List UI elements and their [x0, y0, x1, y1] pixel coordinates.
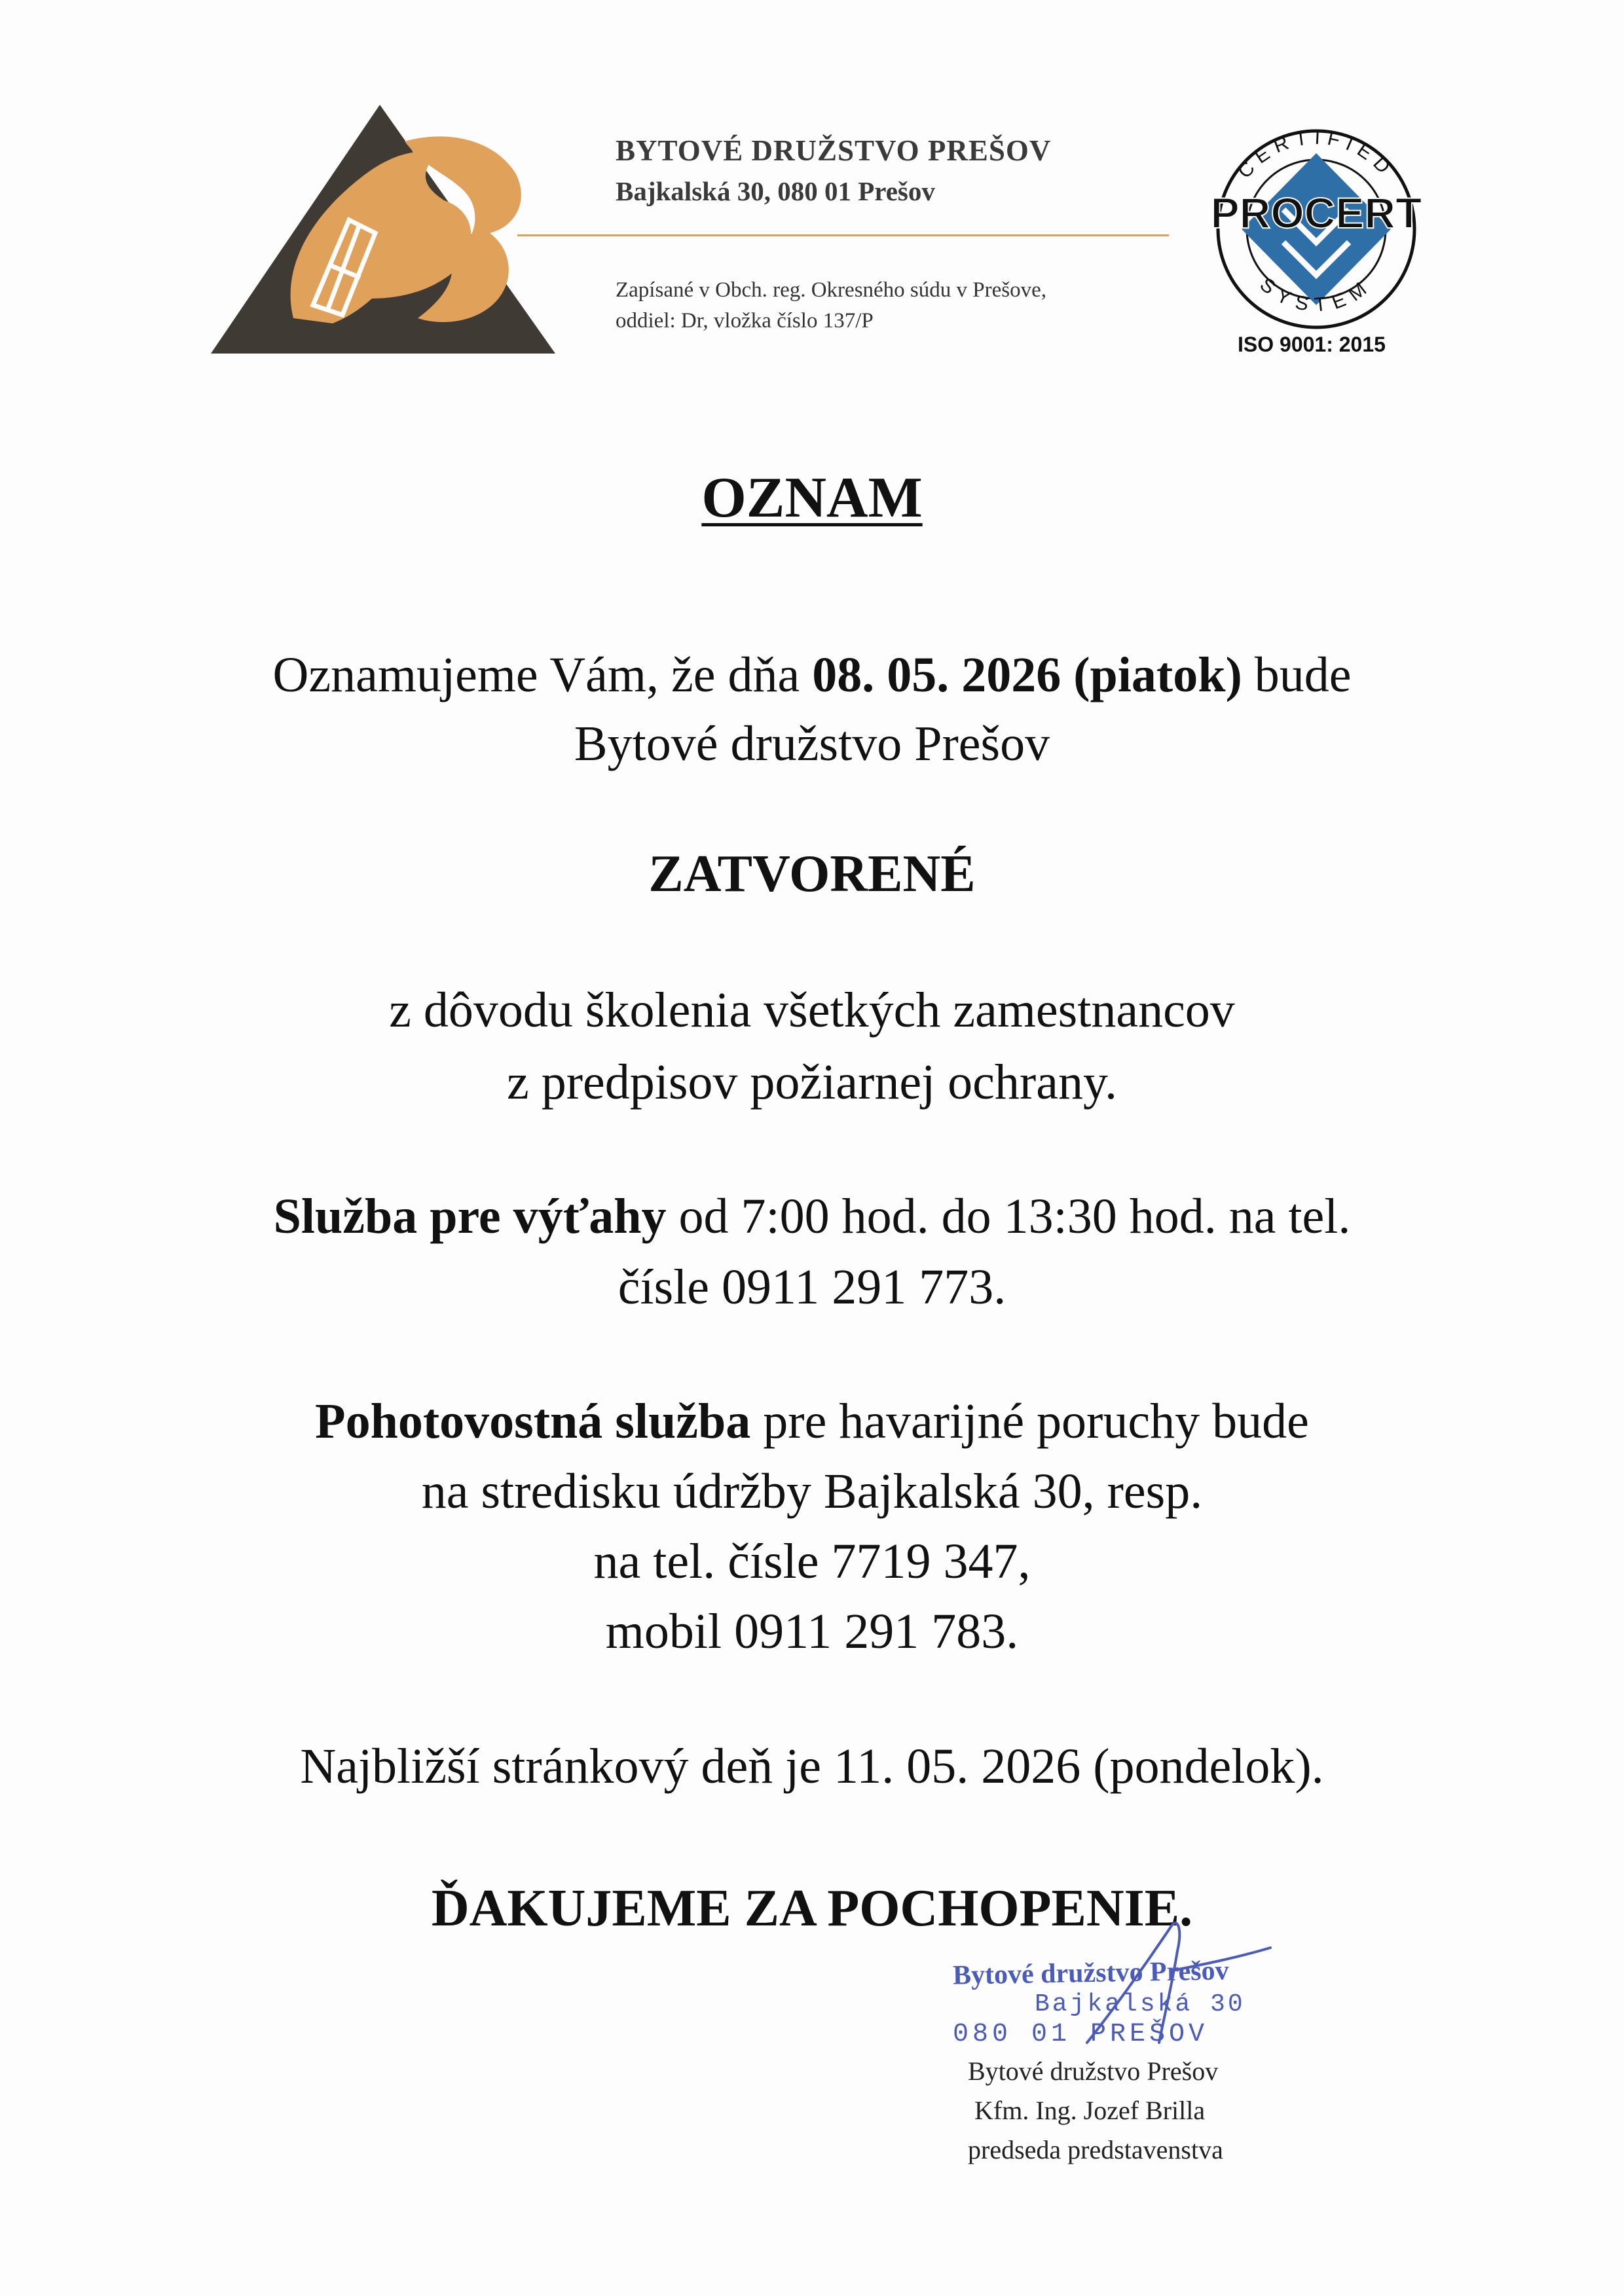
iso-standard: ISO 9001: 2015	[1238, 333, 1386, 356]
procert-brand: PROCERT	[1210, 189, 1422, 237]
next-office-day: Najbližší stránkový deň je 11. 05. 2026 (pondelok).	[300, 1739, 1324, 1794]
intro-line-2: Bytové družstvo Prešov	[574, 716, 1050, 771]
organization-address: Bajkalská 30, 080 01 Prešov	[616, 176, 935, 206]
closed-heading: ZATVORENÉ	[648, 845, 976, 903]
intro-prefix: Oznamujeme Vám, že dňa	[272, 647, 813, 702]
handwritten-signature	[1074, 1912, 1290, 2056]
stamp-line-2: Bajkalská 30	[1035, 1990, 1246, 2018]
reason-line-1: z dôvodu školenia všetkých zamestnancov	[389, 983, 1235, 1038]
svg-text:SYSTEM: SYSTEM	[1255, 273, 1377, 316]
header-divider	[517, 234, 1169, 236]
stamp-line-3: 080 01 PREŠOV	[953, 2020, 1209, 2049]
emergency-line-2: na stredisku údržby Bajkalská 30, resp.	[421, 1464, 1203, 1519]
lift-service-hours: od 7:00 hod. do 13:30 hod. na tel.	[666, 1189, 1351, 1244]
emergency-line-3: na tel. čísle 7719 347,	[593, 1534, 1031, 1589]
svg-text:CERTIFIED: CERTIFIED	[1234, 126, 1399, 183]
notice-title: OZNAM	[701, 466, 923, 530]
company-logo	[208, 102, 562, 356]
signatory-title: predseda predstavenstva	[968, 2135, 1223, 2164]
emergency-label: Pohotovostná služba	[315, 1394, 751, 1449]
emergency-line-4: mobil 0911 291 783.	[605, 1604, 1019, 1659]
stamp-line-1: Bytové družstvo Prešov	[952, 1956, 1229, 1991]
emergency-description: pre havarijné poruchy bude	[750, 1394, 1309, 1449]
intro-line-1	[0, 647, 1624, 702]
lift-service-line-2: čísle 0911 291 773.	[618, 1260, 1006, 1315]
emergency-line-1	[0, 1394, 1624, 1449]
signatory-name: Kfm. Ing. Jozef Brilla	[974, 2096, 1206, 2125]
lift-service-label: Služba pre výťahy	[273, 1189, 667, 1244]
intro-suffix: bude	[1242, 647, 1352, 702]
registration-line-1: Zapísané v Obch. reg. Okresného súdu v Prešove,	[616, 278, 1047, 302]
reason-line-2: z predpisov požiarnej ochrany.	[506, 1055, 1118, 1110]
thanks-line: ĎAKUJEME ZA POCHOPENIE.	[431, 1880, 1193, 1937]
organization-name: BYTOVÉ DRUŽSTVO PREŠOV	[616, 134, 1052, 167]
lift-service-line-1	[0, 1189, 1624, 1244]
procert-certification-badge	[1185, 111, 1447, 347]
signatory-organization: Bytové družstvo Prešov	[968, 2056, 1219, 2086]
intro-date: 08. 05. 2026 (piatok)	[812, 647, 1242, 702]
registration-line-2: oddiel: Dr, vložka číslo 137/P	[616, 309, 874, 333]
